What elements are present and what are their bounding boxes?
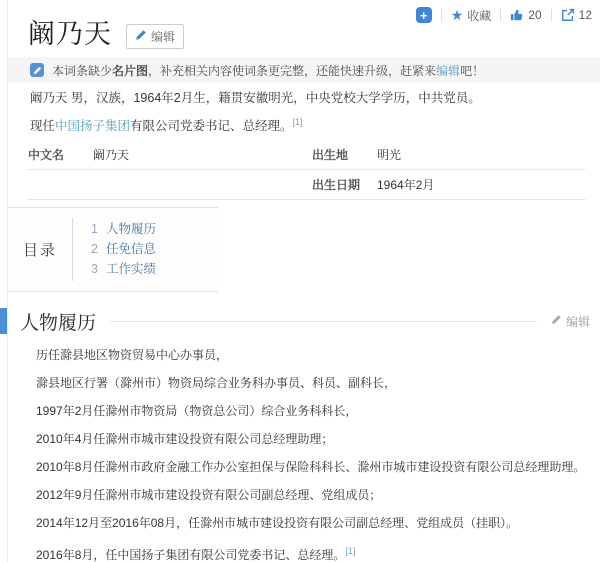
section-edit-button[interactable] <box>551 313 590 330</box>
info-cell-chinese-name <box>28 146 312 163</box>
divider <box>500 9 501 21</box>
notice-bar <box>8 57 600 83</box>
bio-paragraph: 1997年2月任滁州市物资局（物资总公司）综合业务科科长， <box>36 404 358 418</box>
share-button[interactable] <box>561 8 592 22</box>
toc-item-number: 2 <box>91 242 98 256</box>
section-body <box>36 341 584 562</box>
toc-list <box>73 208 156 291</box>
reference-1-sup[interactable]: [1] <box>292 117 303 127</box>
bio-paragraph-last <box>36 537 584 562</box>
summary-text: 现任 <box>30 119 56 134</box>
toc-item-number: 1 <box>91 222 98 236</box>
summary-line2 <box>30 112 584 136</box>
bio-paragraph: 2014年12月至2016年08月，任滁州市城市建设投资有限公司副总经理、党组成员（挂职）。 <box>36 516 519 530</box>
bio-paragraph: 2010年4月任滁州市城市建设投资有限公司总经理助理； <box>36 432 334 446</box>
pencil-icon <box>551 314 562 328</box>
reference-1-sup[interactable]: [1] <box>345 546 356 556</box>
info-value: 明光 <box>377 148 402 162</box>
info-value: 1964年2月 <box>377 178 435 192</box>
toc-item-link[interactable]: 工作实绩 <box>105 262 156 276</box>
summary-text: 有限公司党委书记、总经理。 <box>130 119 293 134</box>
toc-item-link[interactable]: 任免信息 <box>105 242 156 256</box>
page-title: 阚乃天 <box>28 19 112 49</box>
bio-paragraph: 2010年8月任滁州市政府金融工作办公室担保与保险科科长、滁州市城市建设投资有限公司总经理助理。 <box>36 460 586 474</box>
like-count: 20 <box>528 8 542 22</box>
toc-item-gongzuoshiji <box>91 259 156 279</box>
share-icon <box>561 8 575 22</box>
toc-title: 目录 <box>22 242 57 259</box>
toc-item-renmianxinxi <box>91 239 156 259</box>
section-header <box>0 306 590 336</box>
toc-box <box>8 207 218 292</box>
pencil-icon <box>30 63 44 77</box>
info-cell-birthplace <box>312 146 586 163</box>
divider <box>28 169 586 170</box>
company-link[interactable]: 中国扬子集团 <box>55 119 131 134</box>
bio-text: 2016年8月，任中国扬子集团有限公司党委书记、总经理。 <box>36 548 346 562</box>
divider <box>28 199 586 200</box>
info-label: 出生日期 <box>312 178 361 192</box>
action-bar <box>416 6 592 24</box>
bio-paragraph: 历任滁县地区物资贸易中心办事员， <box>36 348 229 362</box>
divider <box>551 9 552 21</box>
section-edit-label: 编辑 <box>565 314 590 329</box>
divider <box>110 321 537 322</box>
title-edit-button[interactable] <box>126 24 184 49</box>
summary-line1: 阚乃天 男，汉族，1964年2月生，籍贯安徽明光，中央党校大学学历，中共党员。 <box>30 91 481 105</box>
title-edit-label: 编辑 <box>151 29 176 44</box>
info-value: 阚乃天 <box>93 148 130 162</box>
bio-paragraph: 滁县地区行署（滁州市）物资局综合业务科办事员、科员、副科长， <box>36 376 397 390</box>
notice-text <box>52 62 484 79</box>
notice-text-part: 本词条缺少 <box>52 63 113 78</box>
pencil-icon <box>135 29 147 44</box>
favorite-label: 收藏 <box>467 8 492 23</box>
like-button[interactable] <box>510 8 541 22</box>
info-label: 出生地 <box>312 148 349 162</box>
info-label: 中文名 <box>28 148 65 162</box>
toc-item-link[interactable]: 人物履历 <box>105 222 156 236</box>
notice-text-part: ，补充相关内容使词条更完整，还能快速升级，赶紧来 <box>148 63 437 78</box>
toc-item-number: 3 <box>91 262 98 276</box>
title-row <box>28 16 184 52</box>
add-icon[interactable]: + <box>416 7 432 23</box>
info-row <box>28 174 586 195</box>
info-cell-birthdate <box>312 176 586 193</box>
bio-paragraph: 2012年9月任滁州市城市建设投资有限公司副总经理、党组成员； <box>36 488 382 502</box>
share-count: 12 <box>578 8 592 22</box>
summary <box>30 88 584 140</box>
thumbs-up-icon <box>510 8 524 22</box>
basic-info-table <box>28 144 586 204</box>
favorite-button[interactable] <box>451 7 492 24</box>
divider <box>441 9 442 21</box>
info-row <box>28 144 586 165</box>
star-icon: ★ <box>450 7 464 23</box>
section-title: 人物履历 <box>20 312 97 334</box>
notice-bold: 名片图 <box>112 63 149 78</box>
toc-item-renwulvli <box>91 219 156 239</box>
notice-edit-link[interactable]: 编辑 <box>436 63 461 78</box>
notice-text-part: 吧！ <box>460 63 485 78</box>
section-accent-bar <box>0 308 7 334</box>
